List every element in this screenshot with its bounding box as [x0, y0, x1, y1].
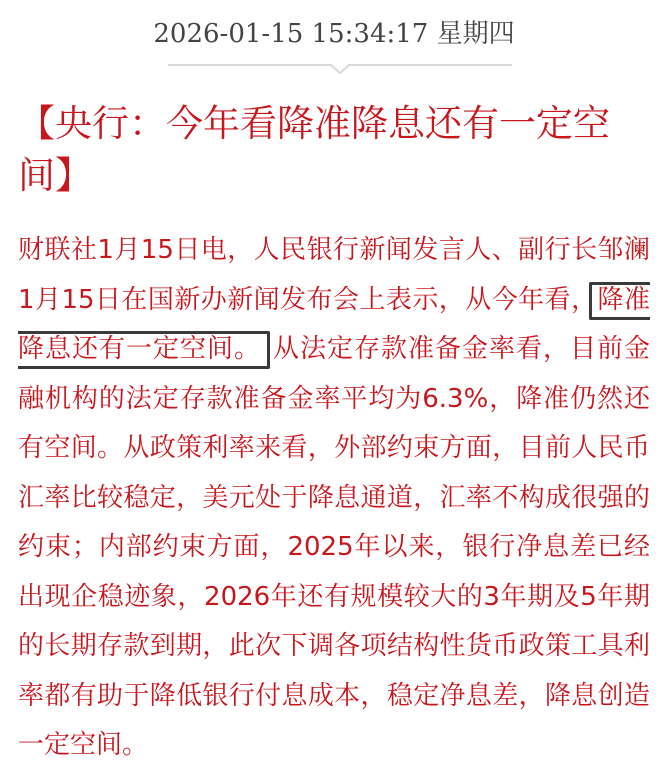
article-body-lead: 财联社1月15日电，人民银行新闻发言人、副行长邹澜1月15日在国新办新闻发布会上表示，从今年看，	[18, 235, 650, 315]
article-body-rest: 从法定存款准备金率看，目前金融机构的法定存款准备金率平均为6.3%，降准仍然还有空间。从政策利率来看，外部约束方面，目前人民币汇率比较稳定，美元处于降息通道，汇率不构成很强的约束；内部约束方面，2025年以来，银行净息差已经出现企稳迹象，2026年还有规模较大的3年期及5年期的长期存款到期，此次下调各项结构性货币政策工具利率都有助于降低银行付息成本，稳定净息差，降息创造一定空间。	[18, 334, 650, 760]
highlighted-sentence: 降准降息还有一定空间。	[18, 282, 650, 370]
article-body	[18, 226, 650, 771]
timestamp-divider	[168, 62, 512, 76]
publish-timestamp: 2026-01-15 15:34:17 星期四	[153, 19, 515, 49]
article-headline: 【央行：今年看降准降息还有一定空间】	[18, 102, 610, 197]
